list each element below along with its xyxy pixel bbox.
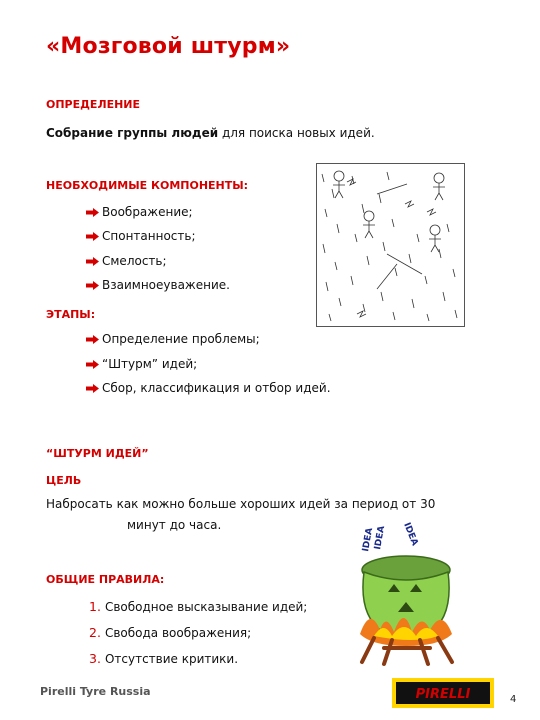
list-item: Определение проблемы; xyxy=(86,332,260,346)
arrow-bullet-icon xyxy=(86,281,99,290)
list-item: Смелость; xyxy=(86,254,167,268)
components-heading: НЕОБХОДИМЫЕ КОМПОНЕНТЫ: xyxy=(46,179,249,192)
rule-item: 2. Свобода воображения; xyxy=(89,625,252,640)
pirelli-logo xyxy=(392,678,494,708)
page-title: «Мозговой штурм» xyxy=(46,34,291,59)
list-item: Спонтанность; xyxy=(86,229,196,243)
idea-label-icon: IDEA xyxy=(373,525,388,551)
rules-heading: ОБЩИЕ ПРАВИЛА: xyxy=(46,573,165,586)
page-number: 4 xyxy=(510,694,517,705)
arrow-bullet-icon xyxy=(86,384,99,393)
goal-line-2: минут до часа. xyxy=(127,518,222,532)
list-item: Воображение; xyxy=(86,205,193,219)
list-item: “Штурм” идей; xyxy=(86,357,197,371)
arrow-bullet-icon xyxy=(86,232,99,241)
goal-heading: ЦЕЛЬ xyxy=(46,474,82,487)
definition-rest: для поиска новых идей. xyxy=(218,126,375,140)
rule-item: 3. Отсутствие критики. xyxy=(89,651,239,666)
definition-heading: ОПРЕДЕЛЕНИЕ xyxy=(46,98,141,111)
list-item: Сбор, классификация и отбор идей. xyxy=(86,381,331,395)
idea-label-icon: IDEA xyxy=(361,527,376,553)
definition-text xyxy=(46,126,375,140)
arrow-bullet-icon xyxy=(86,208,99,217)
storm-heading: “ШТУРМ ИДЕЙ” xyxy=(46,447,149,460)
stages-heading: ЭТАПЫ: xyxy=(46,308,96,321)
company-name: Pirelli Tyre Russia xyxy=(40,685,151,698)
arrow-bullet-icon xyxy=(86,360,99,369)
logo-text: PIRELLI xyxy=(415,687,471,702)
arrow-bullet-icon xyxy=(86,257,99,266)
arrow-bullet-icon xyxy=(86,335,99,344)
goal-line-1: Набросать как можно больше хороших идей за период от 30 xyxy=(46,497,436,511)
idea-pot-illustration xyxy=(354,508,460,668)
definition-bold: Собрание группы людей xyxy=(46,126,219,140)
brainstorm-illustration xyxy=(316,163,465,327)
idea-label-icon: IDEA xyxy=(401,521,420,548)
rule-item: 1. Свободное высказывание идей; xyxy=(89,599,308,614)
list-item: Взаимноеуважение. xyxy=(86,278,230,292)
